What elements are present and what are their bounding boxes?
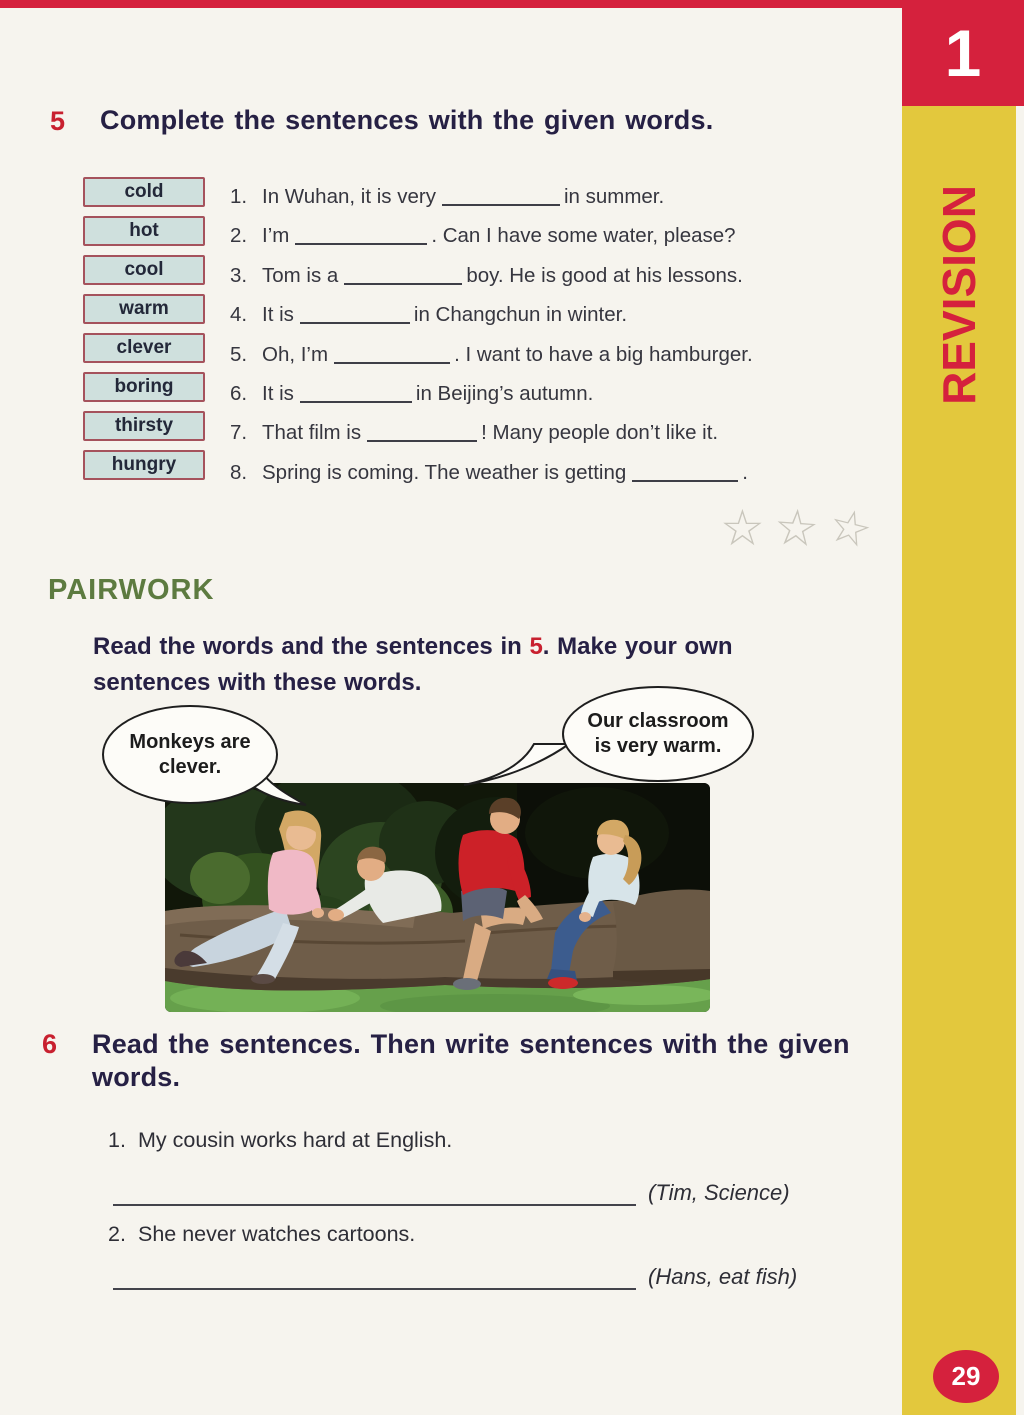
kids-on-log-illustration bbox=[165, 783, 710, 1012]
exercise6-item bbox=[108, 1128, 452, 1153]
sentence-text-post: . Can I have some water, please? bbox=[431, 224, 736, 248]
sentence-row bbox=[230, 216, 910, 255]
word-chip bbox=[83, 411, 205, 441]
word-label: thirsty bbox=[114, 415, 174, 436]
sentence-text-pre: In Wuhan, it is very bbox=[262, 185, 436, 208]
word-label: warm bbox=[119, 298, 169, 319]
hint-label: (Tim, Science) bbox=[648, 1180, 790, 1205]
exercise6-item bbox=[108, 1222, 415, 1247]
bubble-text: Our classroom bbox=[587, 710, 729, 732]
revision-label: REVISION bbox=[933, 185, 985, 405]
sentence-row bbox=[230, 335, 910, 374]
pairwork-instruction bbox=[93, 629, 823, 701]
word-label: cool bbox=[124, 259, 164, 280]
answer-blank bbox=[344, 264, 462, 284]
sentence-number: 7. bbox=[230, 421, 248, 445]
word-chip bbox=[83, 450, 205, 480]
pairwork-photo bbox=[165, 783, 710, 1012]
exercise5-title: Complete the sentences with the given words. bbox=[100, 105, 714, 135]
sentence-text-pre: Spring is coming. The weather is getting bbox=[262, 460, 627, 484]
revision-banner-text-area bbox=[902, 140, 1016, 450]
sentence-text-post: . I want to have a big hamburger. bbox=[454, 342, 753, 366]
word-bank bbox=[83, 177, 205, 489]
unit-tab bbox=[902, 0, 1024, 106]
sentence-text-post: boy. He is good at his lessons. bbox=[466, 263, 743, 287]
item-sentence: She never watches cartoons. bbox=[138, 1222, 416, 1246]
exercise5-number: 5 bbox=[50, 106, 66, 136]
speech-bubble-right bbox=[562, 686, 754, 782]
sentence-row bbox=[230, 295, 910, 334]
word-chip bbox=[83, 372, 205, 402]
star-icon: ☆ bbox=[822, 497, 878, 559]
unit-number: 1 bbox=[944, 16, 982, 90]
sentence-row bbox=[230, 374, 910, 413]
exercise6-number: 6 bbox=[42, 1029, 58, 1059]
bubble-text: is very warm. bbox=[594, 735, 722, 757]
sentence-row bbox=[230, 177, 910, 216]
star-icon: ☆ bbox=[771, 498, 821, 558]
sentence-row bbox=[230, 453, 910, 492]
sentence-text-post: . bbox=[742, 460, 748, 484]
sentence-text-post: in summer. bbox=[563, 185, 665, 208]
item-number: 2. bbox=[108, 1222, 126, 1246]
sentence-text-pre: Oh, I’m bbox=[262, 342, 329, 366]
word-chip bbox=[83, 177, 205, 207]
sentence-number: 5. bbox=[230, 342, 248, 366]
sentence-text-pre: It is bbox=[262, 381, 294, 405]
sentence-text-post: ! Many people don’t like it. bbox=[481, 421, 719, 445]
answer-blank bbox=[367, 422, 477, 442]
word-chip bbox=[83, 216, 205, 246]
sentence-number: 8. bbox=[230, 460, 248, 484]
sentence-text-pre: Tom is a bbox=[262, 263, 339, 287]
page-number: 29 bbox=[951, 1361, 981, 1391]
sentence-number: 3. bbox=[230, 263, 248, 287]
pairwork-heading: PAIRWORK bbox=[48, 574, 215, 606]
answer-blank bbox=[442, 186, 560, 206]
sentence-text-pre: I’m bbox=[262, 224, 290, 248]
item-sentence: My cousin works hard at English. bbox=[138, 1128, 453, 1152]
bubble-text: Monkeys are bbox=[129, 730, 251, 753]
word-chip bbox=[83, 294, 205, 324]
instruction-text: . Make your own sentences with these words. bbox=[93, 633, 733, 696]
bubble-text: clever. bbox=[158, 755, 222, 778]
sentence-text-pre: That film is bbox=[262, 421, 362, 445]
sentence-number: 4. bbox=[230, 303, 248, 327]
write-line bbox=[113, 1180, 636, 1206]
sentence-number: 6. bbox=[230, 381, 248, 405]
word-label: hot bbox=[129, 220, 159, 241]
speech-bubble-left bbox=[102, 705, 278, 804]
answer-blank bbox=[300, 383, 412, 403]
word-chip bbox=[83, 333, 205, 363]
instruction-text: Read the words and the sentences in bbox=[93, 633, 530, 660]
word-label: hungry bbox=[111, 454, 177, 475]
word-label: cold bbox=[124, 181, 164, 202]
page-number-badge bbox=[933, 1350, 999, 1403]
exercise-reference: 5 bbox=[529, 633, 543, 660]
sentence-text-post: in Beijing’s autumn. bbox=[415, 381, 594, 405]
sentence-row bbox=[230, 413, 910, 452]
sentence-list bbox=[230, 177, 910, 492]
answer-blank bbox=[295, 225, 427, 245]
sentence-number: 2. bbox=[230, 224, 248, 248]
word-chip bbox=[83, 255, 205, 285]
answer-blank bbox=[334, 343, 450, 363]
exercise6-title: Read the sentences. Then write sentences with the given words. bbox=[92, 1029, 850, 1092]
top-red-bar bbox=[0, 0, 1024, 8]
hint-label: (Hans, eat fish) bbox=[648, 1264, 798, 1289]
item-number: 1. bbox=[108, 1128, 126, 1152]
star-icon: ☆ bbox=[720, 500, 765, 556]
answer-blank bbox=[300, 304, 410, 324]
write-line bbox=[113, 1264, 636, 1290]
bubble-tail-icon bbox=[458, 740, 574, 788]
sentence-text-pre: It is bbox=[262, 303, 294, 327]
word-label: clever bbox=[116, 337, 172, 358]
sentence-row bbox=[230, 256, 910, 295]
rating-stars bbox=[720, 497, 878, 559]
sentence-text-post: in Changchun in winter. bbox=[413, 303, 628, 327]
sentence-number: 1. bbox=[230, 185, 248, 208]
word-label: boring bbox=[114, 376, 174, 397]
answer-blank bbox=[632, 461, 738, 481]
